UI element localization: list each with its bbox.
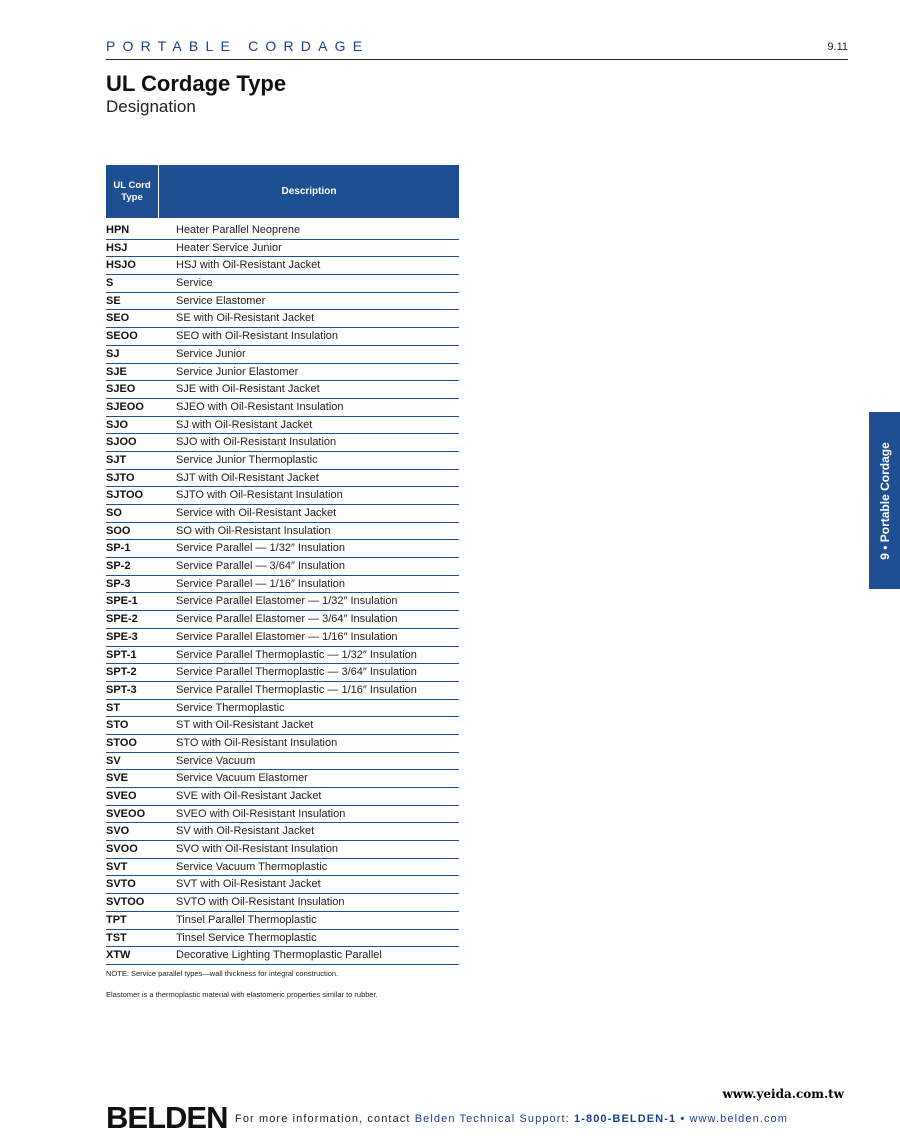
description-cell: SVT with Oil-Resistant Jacket — [176, 878, 321, 891]
table-row — [106, 328, 459, 346]
cord-type-cell: HPN — [106, 224, 130, 236]
description-cell: Service Parallel Thermoplastic — 3/64″ Insulation — [176, 666, 417, 679]
cord-type-cell: ST — [106, 701, 121, 714]
cord-type-cell: XTW — [106, 949, 131, 962]
cord-type-cell: TST — [106, 931, 127, 944]
description-cell: Service Vacuum Elastomer — [176, 772, 308, 785]
cord-type-cell: STOO — [106, 736, 137, 749]
description-cell: Service Parallel — 1/16″ Insulation — [176, 577, 345, 590]
cord-type-cell: SVTOO — [106, 896, 145, 909]
table-row — [106, 876, 459, 894]
note-elastomer: Elastomer is a thermoplastic material with elastomeric properties similar to rubber. — [106, 990, 378, 999]
table-row — [106, 222, 459, 240]
description-cell: Service Parallel — 1/32″ Insulation — [176, 542, 345, 555]
cord-type-cell: HSJO — [106, 259, 136, 272]
table-row — [106, 346, 459, 364]
page-subtitle: Designation — [106, 97, 196, 116]
cord-type-cell: SPT-1 — [106, 648, 137, 661]
table-row — [106, 470, 459, 488]
note-parallel: NOTE: Service parallel types—wall thickness for integral construction. — [106, 969, 339, 978]
description-cell: Heater Parallel Neoprene — [176, 224, 301, 236]
cord-type-cell: SPE-2 — [106, 613, 138, 626]
description-cell: ST with Oil-Resistant Jacket — [176, 719, 314, 732]
table-row — [106, 399, 459, 417]
contact-line — [235, 1113, 788, 1125]
description-cell: SVTO with Oil-Resistant Insulation — [176, 896, 345, 909]
table-row — [106, 947, 459, 965]
table-row — [106, 682, 459, 700]
belden-logo: BELDEN — [106, 1100, 228, 1135]
table-row — [106, 823, 459, 841]
table-row — [106, 452, 459, 470]
table-row — [106, 647, 459, 665]
description-cell: Service Parallel Elastomer — 1/16″ Insulation — [176, 630, 398, 643]
contact-prefix: For more information, contact — [235, 1113, 415, 1125]
table-row — [106, 240, 459, 258]
cord-type-cell: TPT — [106, 913, 127, 926]
table-row — [106, 381, 459, 399]
side-tab-label: 9 • Portable Cordage — [877, 441, 892, 560]
description-cell: SV with Oil-Resistant Jacket — [176, 825, 315, 838]
table-header — [106, 165, 459, 218]
description-cell: SJT with Oil-Resistant Jacket — [176, 471, 319, 484]
description-cell: HSJ with Oil-Resistant Jacket — [176, 259, 321, 272]
page-title: UL Cordage Type — [106, 71, 287, 96]
description-cell: SEO with Oil-Resistant Insulation — [176, 330, 339, 343]
table-row — [106, 576, 459, 594]
table-row — [106, 417, 459, 435]
table-row — [106, 364, 459, 382]
description-cell: Heater Service Junior — [176, 241, 282, 254]
cord-type-cell: SJEOO — [106, 400, 144, 413]
cord-type-cell: SVE — [106, 772, 129, 785]
table-row — [106, 859, 459, 877]
description-cell: Service Parallel Elastomer — 1/32″ Insulation — [176, 595, 398, 608]
contact-separator: • — [676, 1113, 690, 1125]
cord-type-cell: SJE — [106, 365, 127, 378]
cord-type-cell: SJT — [106, 453, 127, 466]
description-cell: STO with Oil-Resistant Insulation — [176, 736, 338, 749]
cord-type-cell: SPE-3 — [106, 630, 138, 643]
cord-type-cell: SPT-3 — [106, 683, 137, 696]
cord-type-cell: HSJ — [106, 241, 128, 254]
cord-type-cell: SPT-2 — [106, 666, 137, 679]
table-row — [106, 700, 459, 718]
cord-type-cell: SJTOO — [106, 489, 144, 502]
description-cell: Service Parallel Elastomer — 3/64″ Insulation — [176, 613, 398, 626]
contact-org: Belden Technical Support: — [414, 1113, 574, 1125]
page-number: 9.11 — [827, 41, 848, 53]
table-row — [106, 930, 459, 948]
table-row — [106, 894, 459, 912]
table-row — [106, 611, 459, 629]
table-row — [106, 505, 459, 523]
table-row — [106, 753, 459, 771]
description-cell: Tinsel Service Thermoplastic — [176, 931, 317, 944]
chapter-side-tab[interactable] — [869, 412, 900, 589]
description-cell: SVO with Oil-Resistant Insulation — [176, 843, 339, 856]
description-cell: SO with Oil-Resistant Insulation — [176, 524, 331, 537]
description-cell: Decorative Lighting Thermoplastic Parallel — [176, 949, 382, 962]
description-cell: SVE with Oil-Resistant Jacket — [176, 790, 322, 802]
table-row — [106, 770, 459, 788]
cord-type-cell: SJEO — [106, 383, 136, 396]
col-header-type: UL Cord Type — [106, 165, 159, 218]
table-row — [106, 593, 459, 611]
col-header-description: Description — [281, 186, 337, 197]
cord-type-cell: SVT — [106, 860, 128, 873]
cord-type-cell: SJO — [106, 418, 129, 431]
table-row — [106, 806, 459, 824]
description-cell: Service Vacuum Thermoplastic — [176, 860, 328, 873]
header-rule — [106, 59, 848, 60]
description-cell: Tinsel Parallel Thermoplastic — [176, 913, 317, 926]
cord-type-cell: SP-2 — [106, 560, 131, 573]
table-row — [106, 717, 459, 735]
table-row — [106, 487, 459, 505]
section-title: PORTABLE CORDAGE — [106, 38, 370, 54]
description-cell: SVEO with Oil-Resistant Insulation — [176, 807, 346, 820]
table-row — [106, 788, 459, 806]
contact-website-link[interactable]: www.belden.com — [689, 1113, 789, 1125]
description-cell: Service Parallel Thermoplastic — 1/32″ Insulation — [176, 648, 417, 661]
table-row — [106, 912, 459, 930]
description-cell: Service Junior Elastomer — [176, 365, 299, 378]
cord-type-cell: SVTO — [106, 878, 136, 891]
cord-type-cell: SP-1 — [106, 542, 131, 555]
cord-type-cell: SP-3 — [106, 577, 131, 590]
cord-type-cell: SEO — [106, 312, 130, 325]
description-cell: SE with Oil-Resistant Jacket — [176, 312, 315, 325]
cord-type-cell: SEOO — [106, 330, 138, 343]
cord-type-cell: SVEO — [106, 790, 137, 802]
cord-type-cell: SVOO — [106, 843, 138, 856]
table-row — [106, 275, 459, 293]
table-row — [106, 257, 459, 275]
cord-type-cell: SPE-1 — [106, 595, 138, 608]
table-row — [106, 434, 459, 452]
cord-type-cell: S — [106, 277, 114, 290]
cord-type-cell: SVO — [106, 825, 130, 838]
cord-type-cell: SJTO — [106, 471, 135, 484]
contact-phone[interactable]: 1-800-BELDEN-1 — [574, 1113, 677, 1125]
cord-type-cell: SJ — [106, 347, 120, 360]
cord-type-cell: SO — [106, 507, 122, 519]
description-cell: Service Elastomer — [176, 294, 266, 307]
description-cell: SJO with Oil-Resistant Insulation — [176, 436, 337, 449]
description-cell: SJEO with Oil-Resistant Insulation — [176, 400, 344, 413]
description-cell: Service Junior — [176, 347, 246, 360]
table-row — [106, 664, 459, 682]
table-row — [106, 841, 459, 859]
cord-type-cell: SJOO — [106, 436, 137, 449]
description-cell: Service Parallel — 3/64″ Insulation — [176, 560, 345, 573]
table-row — [106, 540, 459, 558]
cord-type-cell: STO — [106, 719, 129, 732]
table-row — [106, 558, 459, 576]
description-cell: Service Junior Thermoplastic — [176, 453, 318, 466]
watermark-url: www.yeida.com.tw — [722, 1087, 844, 1101]
table-row — [106, 629, 459, 647]
table-row — [106, 310, 459, 328]
cord-type-cell: SE — [106, 294, 121, 307]
description-cell: Service Parallel Thermoplastic — 1/16″ Insulation — [176, 683, 417, 696]
description-cell: SJ with Oil-Resistant Jacket — [176, 418, 313, 431]
table-row — [106, 735, 459, 753]
description-cell: Service with Oil-Resistant Jacket — [176, 507, 337, 519]
cord-type-cell: SV — [106, 754, 121, 767]
description-cell: Service — [176, 277, 213, 290]
cord-type-cell: SVEOO — [106, 807, 146, 820]
notes — [106, 969, 378, 1011]
description-cell: Service Thermoplastic — [176, 701, 285, 714]
description-cell: Service Vacuum — [176, 754, 256, 767]
table-body — [106, 222, 459, 965]
cordage-table — [106, 165, 459, 965]
table-row — [106, 523, 459, 541]
cord-type-cell: SOO — [106, 524, 131, 537]
description-cell: SJTO with Oil-Resistant Insulation — [176, 489, 343, 502]
table-row — [106, 293, 459, 311]
description-cell: SJE with Oil-Resistant Jacket — [176, 383, 320, 396]
